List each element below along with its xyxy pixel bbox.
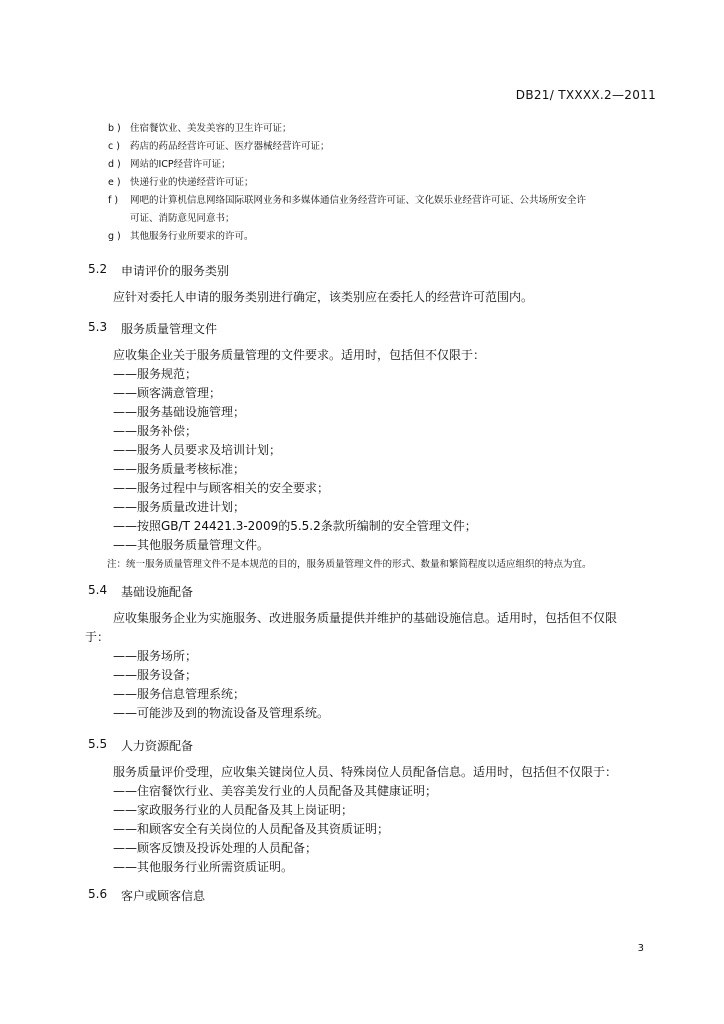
dash-item: ——其他服务行业所需资质证明。 — [113, 860, 294, 874]
section-number: 5.3 — [88, 320, 108, 334]
section-title: 人力资源配备 — [121, 739, 194, 753]
section-5-3 — [88, 320, 668, 574]
section-intro-cont: 于： — [85, 630, 110, 644]
list-item-continuation: 可证、消防意见同意书； — [130, 213, 235, 224]
section-intro: 应收集服务企业为实施服务、改进服务质量提供并维护的基础设施信息。适用时，包括但不仅限 — [113, 611, 618, 625]
dash-item: ——其他服务质量管理文件。 — [113, 538, 270, 552]
dash-item: ——服务设备； — [113, 668, 198, 682]
dash-item: ——按照GB/T 24421.3-2009的5.5.2条款所编制的安全管理文件； — [113, 519, 477, 533]
section-number: 5.6 — [88, 887, 108, 901]
section-heading — [88, 737, 668, 754]
list-item-text: 住宿餐饮业、美发美容的卫生许可证； — [130, 123, 292, 134]
section-5-6 — [88, 887, 668, 904]
section-heading — [88, 320, 668, 337]
dash-item: ——服务质量考核标准； — [113, 462, 246, 476]
section-5-2 — [88, 262, 668, 307]
dash-item: ——家政服务行业的人员配备及其上岗证明； — [113, 803, 354, 817]
dash-item: ——服务场所； — [113, 649, 198, 663]
list-item-text: 快递行业的快递经营许可证； — [130, 177, 254, 188]
section-body: 应针对委托人申请的服务类别进行确定，该类别应在委托人的经营许可范围内。 — [113, 290, 534, 304]
section-number: 5.2 — [88, 262, 108, 276]
dash-item: ——服务补偿； — [113, 424, 198, 438]
list-item-text: 网站的ICP经营许可证； — [130, 159, 231, 170]
list-item-text: 药店的药品经营许可证、医疗器械经营许可证； — [130, 141, 330, 152]
list-item — [108, 156, 668, 174]
dash-item: ——服务质量改进计划； — [113, 500, 246, 514]
section-heading — [88, 583, 668, 600]
permit-list — [108, 120, 668, 246]
section-title: 服务质量管理文件 — [121, 322, 218, 336]
dash-item: ——服务基础设施管理； — [113, 405, 246, 419]
list-item-label: c ) — [108, 141, 120, 152]
list-item — [108, 174, 668, 192]
section-heading — [88, 887, 668, 904]
list-item — [108, 138, 668, 156]
list-item-label: e ) — [108, 177, 121, 188]
section-5-4 — [85, 583, 668, 723]
dash-item: ——住宿餐饮行业、美容美发行业的人员配备及其健康证明； — [113, 784, 438, 798]
page-number: 3 — [637, 943, 644, 954]
dash-item: ——服务过程中与顾客相关的安全要求； — [113, 481, 330, 495]
section-title: 客户或顾客信息 — [121, 889, 206, 903]
section-number: 5.5 — [88, 737, 108, 751]
dash-item: ——服务信息管理系统； — [113, 687, 246, 701]
section-5-5 — [88, 737, 668, 877]
standard-code-header: DB21/ TXXXX.2—2011 — [515, 88, 656, 102]
list-item-label: d ) — [108, 159, 121, 170]
section-heading — [88, 262, 668, 279]
list-item-label: f ) — [108, 195, 119, 206]
dash-item: ——可能涉及到的物流设备及管理系统。 — [113, 706, 330, 720]
section-title: 申请评价的服务类别 — [121, 264, 230, 278]
list-item — [108, 228, 668, 246]
list-item — [108, 120, 668, 138]
section-note: 注：统一服务质量管理文件不是本规范的目的，服务质量管理文件的形式、数量和繁简程度以适应组织的特点为宜。 — [107, 559, 592, 570]
section-title: 基础设施配备 — [121, 585, 194, 599]
section-intro: 服务质量评价受理，应收集关键岗位人员、特殊岗位人员配备信息。适用时，包括但不仅限于： — [113, 765, 618, 779]
section-number: 5.4 — [88, 583, 108, 597]
dash-item: ——顾客反馈及投诉处理的人员配备； — [113, 841, 318, 855]
list-item-label: b ) — [108, 123, 121, 134]
list-item-label: g ) — [108, 231, 121, 242]
dash-item: ——服务人员要求及培训计划； — [113, 443, 282, 457]
dash-item: ——和顾客安全有关岗位的人员配备及其资质证明； — [113, 822, 390, 836]
list-item-text: 网吧的计算机信息网络国际联网业务和多媒体通信业务经营许可证、文化娱乐业经营许可证、公共场所安全许 — [130, 195, 587, 206]
list-item-text: 其他服务行业所要求的许可。 — [130, 231, 254, 242]
list-item — [108, 192, 668, 210]
dash-item: ——服务规范； — [113, 367, 198, 381]
section-intro: 应收集企业关于服务质量管理的文件要求。适用时，包括但不仅限于： — [113, 348, 486, 362]
dash-item: ——顾客满意管理； — [113, 386, 222, 400]
